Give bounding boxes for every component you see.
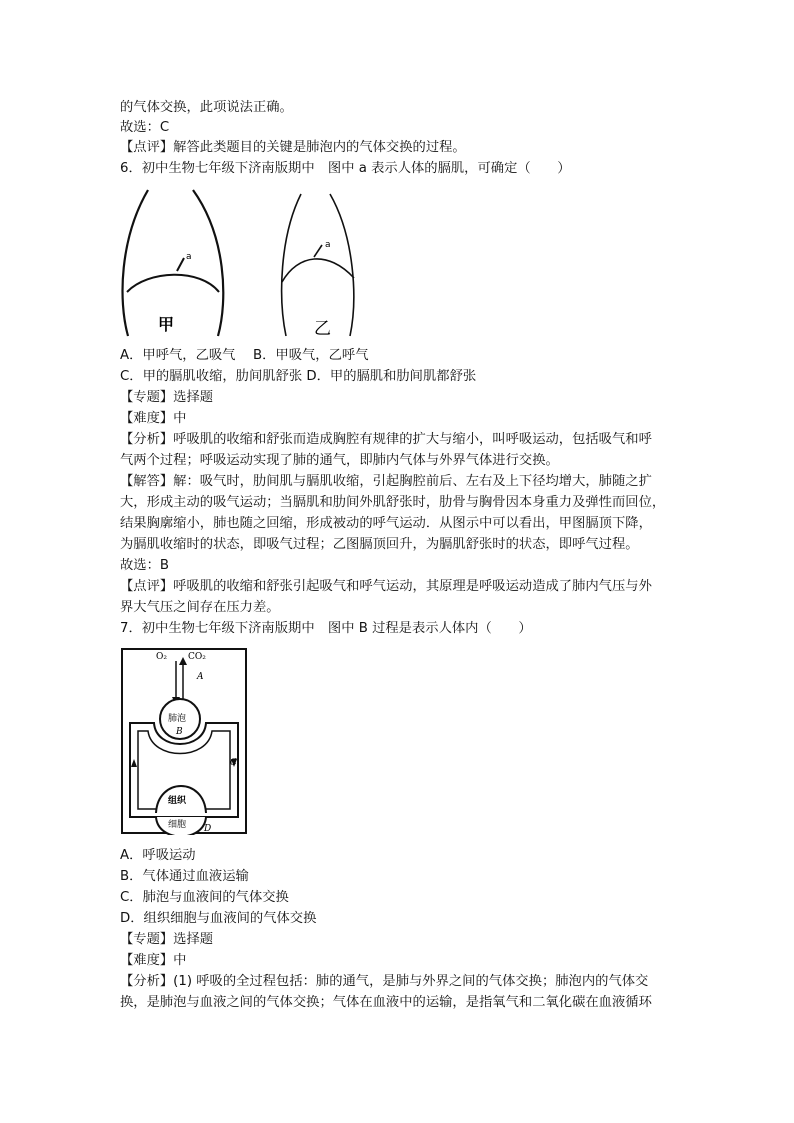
label-yi: 乙 — [314, 319, 331, 339]
marker-a: a — [325, 240, 331, 250]
marker-a: a — [186, 252, 192, 262]
text-line: 【点评】解答此类题目的关键是肺泡内的气体交换的过程。 — [120, 140, 466, 155]
option-line: D．组织细胞与血液间的气体交换 — [120, 911, 317, 926]
chest-wall-left — [123, 190, 148, 336]
text-line: 为膈肌收缩时的状态，即吸气过程；乙图膈顶回升，为膈肌舒张时的状态，即呼气过程。 — [120, 537, 639, 552]
text-line: 【点评】呼吸肌的收缩和舒张引起吸气和呼气运动，其原理是呼吸运动造成了肺内气压与外 — [120, 579, 652, 594]
respiration-diagram — [120, 647, 248, 835]
text-line: 结果胸廓缩小，肺也随之回缩，形成被动的呼气运动．从图示中可以看出，甲图膈顶下降， — [120, 516, 652, 531]
chest-wall-right — [330, 194, 354, 336]
text-line: 的气体交换，此项说法正确。 — [120, 100, 293, 115]
marker-line — [314, 245, 322, 257]
text-line: 【专题】选择题 — [120, 390, 214, 405]
label-jia: 甲 — [158, 315, 175, 334]
alveolus-label: 肺泡 — [168, 714, 187, 724]
text-line: 【解答】解：吸气时，肋间肌与膈肌收缩，引起胸腔前后、左右及上下径均增大，肺随之扩 — [120, 474, 652, 489]
text-line: 故选：C — [120, 120, 170, 135]
question-7-stem: 7．初中生物七年级下济南版期中 图中 B 过程是表示人体内（ ） — [120, 621, 532, 636]
option-line: A．甲呼气，乙吸气 B．甲吸气，乙呼气 — [120, 348, 369, 363]
text-line: 【分析】呼吸肌的收缩和舒张而造成胸腔有规律的扩大与缩小，叫呼吸运动，包括吸气和呼 — [120, 432, 652, 447]
diaphragm-domed-high — [282, 259, 354, 282]
text-line: 【难度】中 — [120, 411, 187, 426]
text-line: 界大气压之间存在压力差。 — [120, 600, 280, 615]
option-line: A．呼吸运动 — [120, 848, 196, 863]
label-c: C — [230, 758, 237, 768]
text-line: 【分析】(1) 呼吸的全过程包括：肺的通气，是肺与外界之间的气体交换；肺泡内的气体交 — [120, 974, 649, 989]
diaphragm-figure — [118, 188, 368, 344]
tissue-label: 组织 — [168, 796, 187, 806]
marker-line — [177, 258, 184, 271]
chest-wall-right — [193, 190, 223, 336]
text-line: 【专题】选择题 — [120, 932, 214, 947]
question-6-stem: 6．初中生物七年级下济南版期中 图中 a 表示人体的膈肌，可确定（ ） — [120, 161, 571, 176]
text-line: 故选：B — [120, 558, 170, 573]
text-line: 大，形成主动的吸气运动；当膈肌和肋间外肌舒张时，肋骨与胸骨因本身重力及弹性而回位， — [120, 495, 666, 510]
option-line: B．气体通过血液运输 — [120, 869, 249, 884]
label-b: B — [176, 727, 183, 737]
option-line: C．甲的膈肌收缩，肋间肌舒张 D．甲的膈肌和肋间肌都舒张 — [120, 369, 477, 384]
cell-label: 细胞 — [168, 820, 187, 830]
co2-label: CO₂ — [188, 652, 206, 662]
label-a: A — [197, 672, 204, 682]
option-line: C．肺泡与血液间的气体交换 — [120, 890, 289, 905]
text-line: 【难度】中 — [120, 953, 187, 968]
text-line: 换，是肺泡与血液之间的气体交换；气体在血液中的运输，是指氧气和二氧化碳在血液循环 — [120, 995, 652, 1010]
label-d: D — [204, 824, 212, 834]
o2-label: O₂ — [156, 652, 167, 662]
diaphragm-domed-low — [127, 275, 219, 292]
text-line: 气两个过程；呼吸运动实现了肺的通气，即肺内气体与外界气体进行交换。 — [120, 453, 559, 468]
